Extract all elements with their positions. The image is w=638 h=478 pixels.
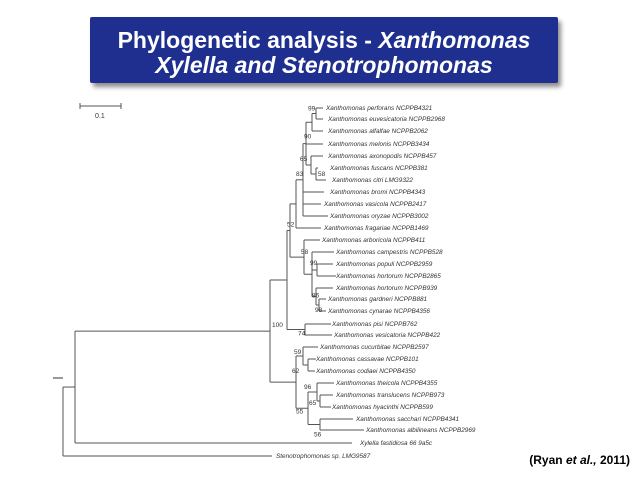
taxon-label: Xylella fastidiosa 66 9a5c (360, 440, 433, 448)
taxon-label: Xanthomonas fuscans NCPPB381 (330, 165, 428, 173)
taxon-label: Xanthomonas sacchari NCPPB4341 (356, 416, 460, 424)
taxon-label: Xanthomonas oryzae NCPPB3002 (330, 213, 429, 221)
bootstrap-value: 96 (304, 384, 312, 391)
taxon-label: Xanthomonas perforans NCPPB4321 (326, 105, 433, 113)
citation-prefix: (Ryan (529, 453, 566, 467)
taxon-label: Xanthomonas axonopodis NCPPB457 (328, 153, 437, 161)
taxon-label: Xanthomonas alfalfae NCPPB2062 (328, 128, 428, 136)
taxon-label: Xanthomonas hortorum NCPPB939 (336, 285, 438, 293)
title-prefix: Phylogenetic analysis - (117, 27, 379, 53)
bootstrap-value: 58 (318, 171, 326, 178)
taxon-label: Xanthomonas cassavae NCPPB101 (316, 356, 419, 364)
bootstrap-value: 100 (272, 322, 283, 330)
taxon-label: Xanthomonas pisi NCPPB762 (332, 321, 418, 329)
taxon-label: Xanthomonas fragariae NCPPB1469 (324, 225, 429, 233)
bootstrap-value: 52 (287, 221, 295, 229)
taxon-label: Xanthomonas hortorum NCPPB2865 (336, 273, 441, 281)
title-genus: Xanthomonas (378, 27, 531, 53)
tree-branches (63, 105, 364, 456)
bootstrap-value: 99 (310, 260, 318, 267)
bootstrap-value: 65 (300, 156, 308, 163)
bootstrap-value: 83 (296, 170, 304, 178)
bootstrap-value: 98 (315, 307, 323, 314)
scale-bar-label: 0.1 (95, 113, 105, 120)
taxon-label: Xanthomonas vesicatoria NCPPB422 (334, 332, 441, 340)
citation-year: 2011) (596, 453, 630, 467)
bootstrap-value: 55 (296, 408, 304, 416)
bootstrap-value: 86 (312, 292, 320, 300)
taxon-label: Xanthomonas melonis NCPPB3434 (328, 141, 430, 149)
citation-et-al: et al., (565, 453, 597, 467)
bootstrap-value: 99 (308, 105, 316, 113)
bootstrap-value: 74 (298, 330, 306, 338)
taxon-label: Xanthomonas bromi NCPPB4343 (330, 189, 426, 197)
taxon-label: Xanthomonas albilineans NCPPB2969 (366, 427, 476, 435)
taxon-label: Xanthomonas codiaei NCPPB4350 (316, 368, 416, 376)
taxon-label: Xanthomonas campestris NCPPB528 (336, 249, 443, 257)
taxon-label: Xanthomonas cucurbitae NCPPB2597 (320, 344, 429, 352)
bootstrap-value: 90 (304, 133, 312, 141)
bootstrap-values (272, 106, 326, 439)
bootstrap-value: 56 (314, 431, 322, 439)
taxon-label: Xanthomonas theicola NCPPB4355 (336, 380, 438, 388)
scale-bar (80, 103, 121, 120)
taxon-label: Xanthomonas vasicola NCPPB2417 (324, 201, 427, 209)
bootstrap-value: 65 (309, 400, 317, 407)
taxon-label: Xanthomonas populi NCPPB2959 (336, 261, 433, 269)
taxon-label: Xanthomonas hyacinthi NCPPB599 (332, 404, 433, 412)
taxon-label: Xanthomonas cynarae NCPPB4356 (328, 308, 430, 316)
taxon-label: Stenotrophomonas sp. LMG9587 (276, 453, 371, 461)
bootstrap-value: 62 (292, 368, 300, 375)
taxon-label: Xanthomonas arboricola NCPPB411 (322, 237, 426, 245)
taxon-label: Xanthomonas citri LMG9322 (332, 177, 413, 185)
taxon-label: Xanthomonas euvesicatoria NCPPB2968 (328, 116, 445, 124)
taxon-label: Xanthomonas translucens NCPPB973 (336, 392, 445, 400)
citation (529, 453, 630, 467)
taxon-label: Xanthomonas gardneri NCPPB881 (328, 296, 428, 304)
bootstrap-value: 58 (301, 249, 309, 257)
title-line-2: Xylella and Stenotrophomonas (155, 52, 493, 78)
bootstrap-value: 59 (294, 349, 302, 356)
